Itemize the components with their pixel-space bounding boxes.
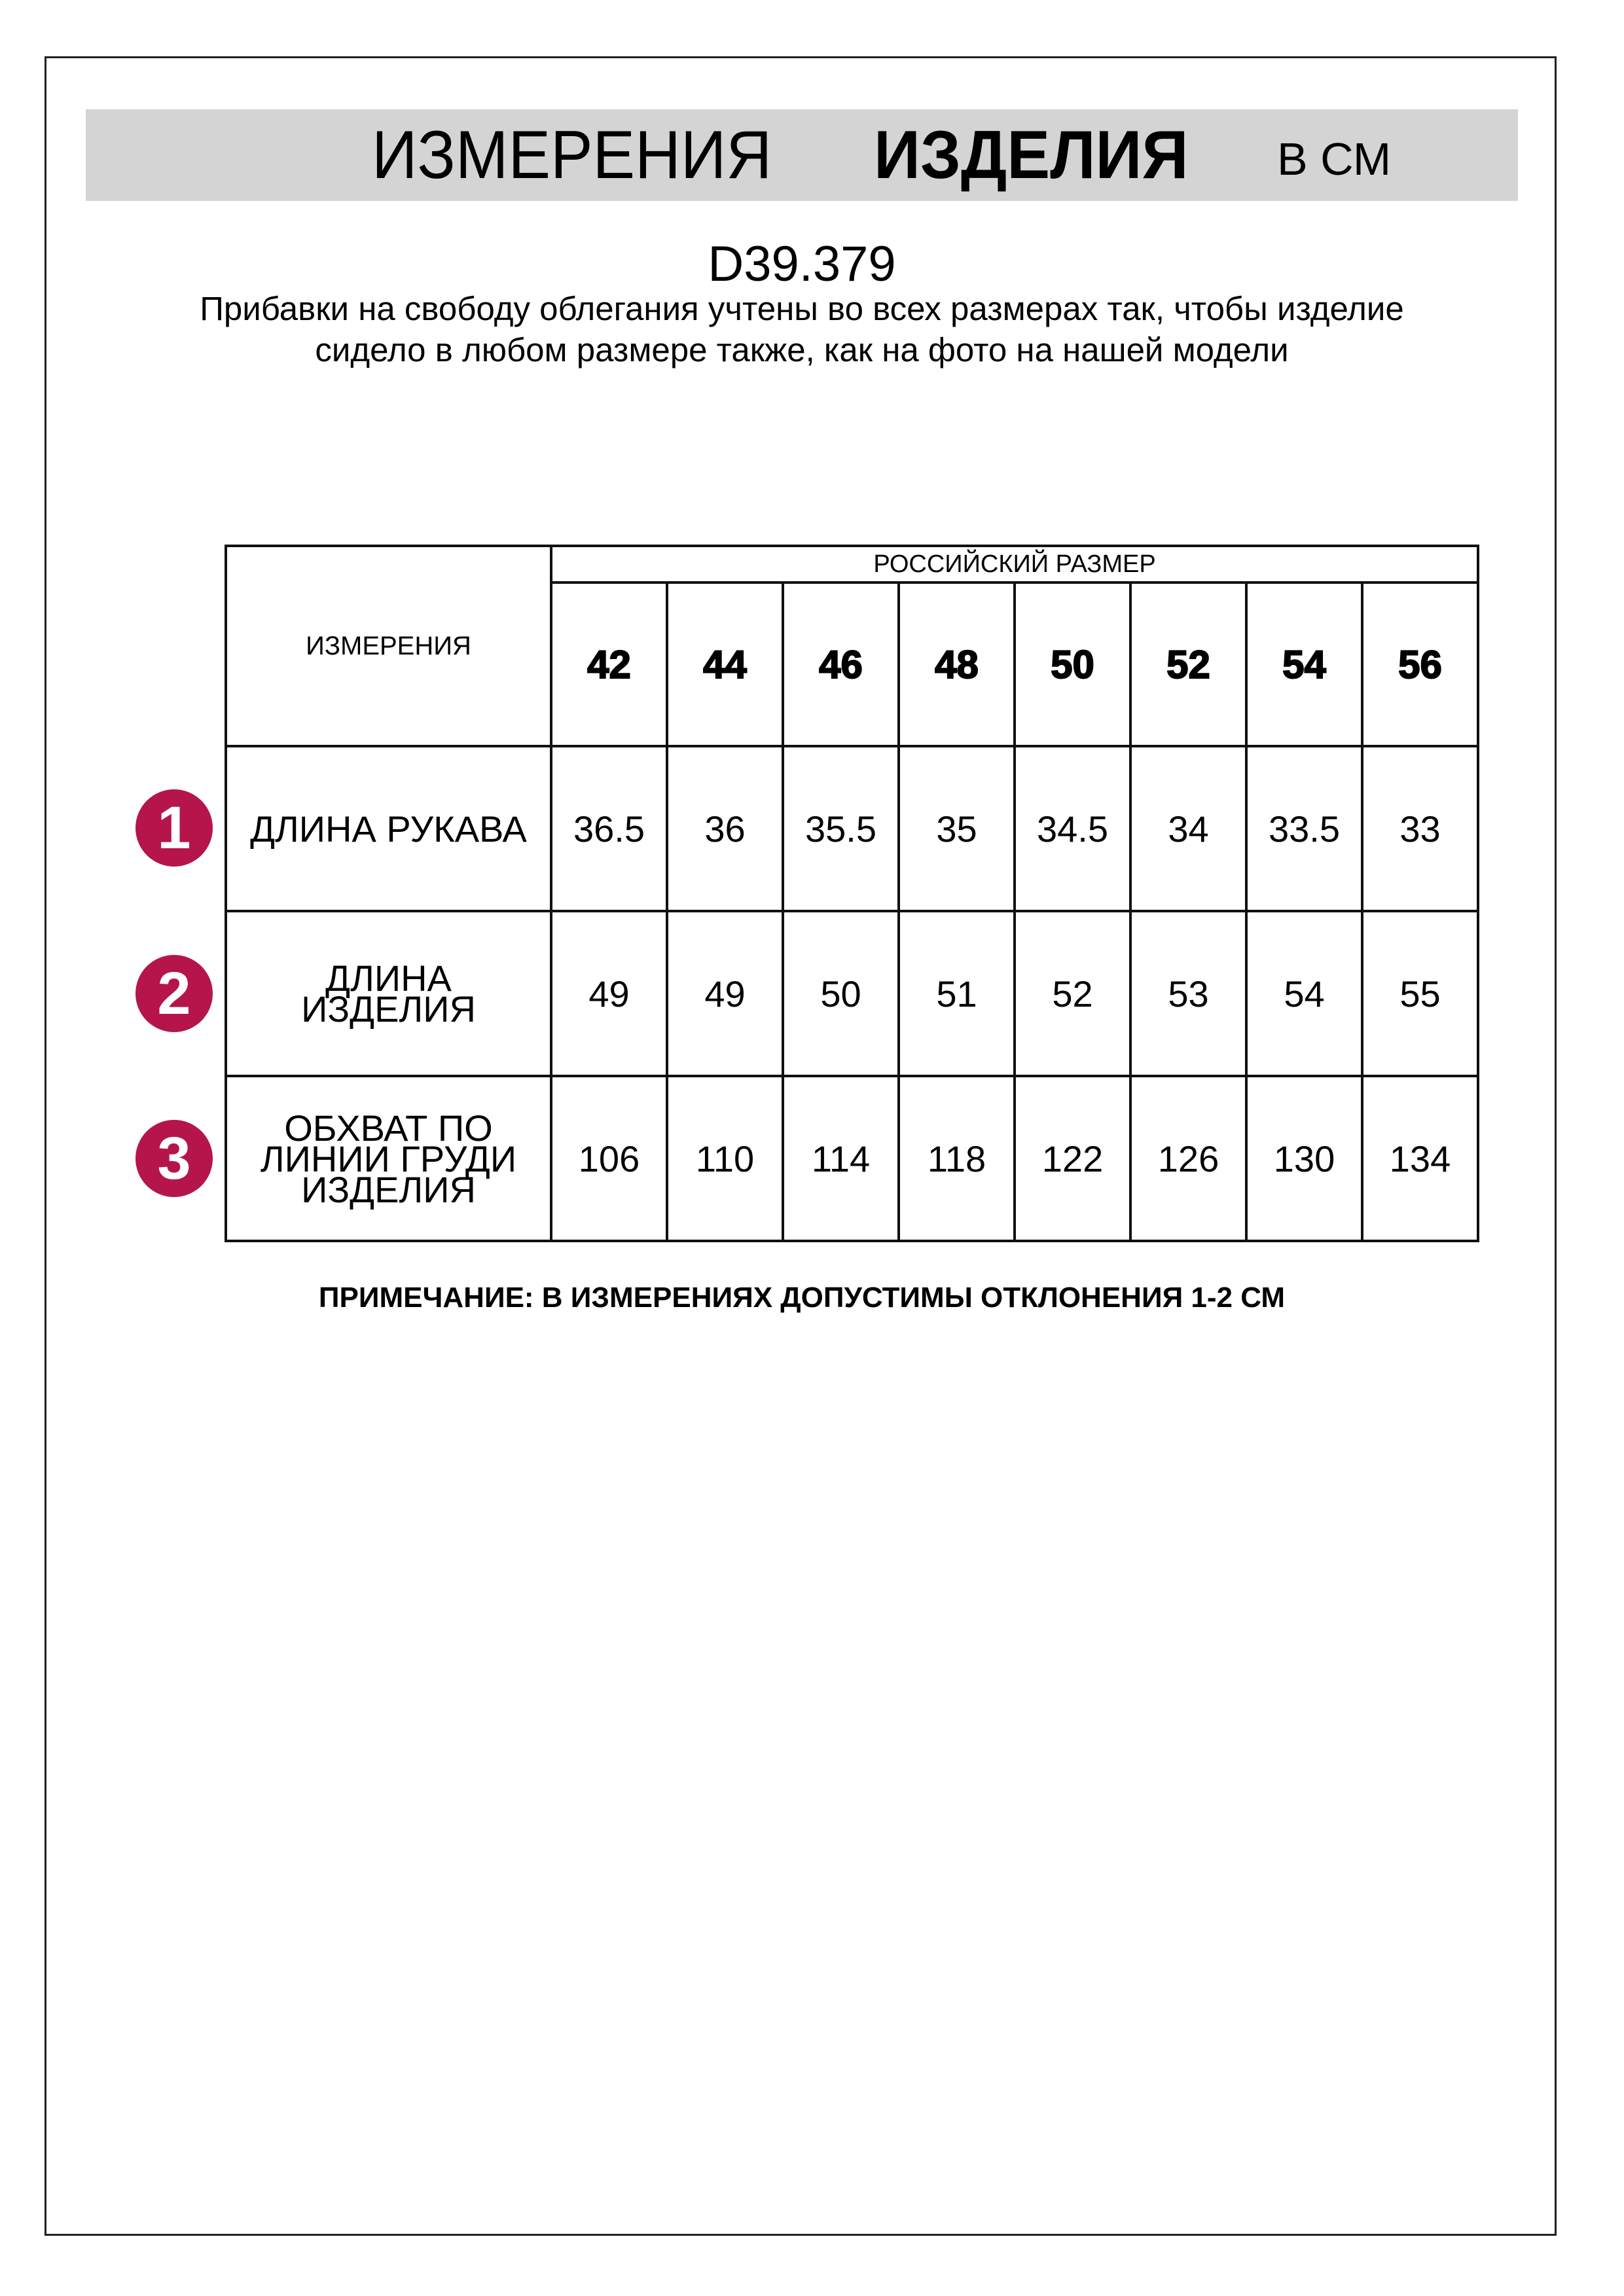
row-label: ДЛИНА РУКАВА (226, 746, 551, 911)
table-row (226, 746, 1478, 911)
size-header: 44 (667, 583, 783, 746)
cell: 50 (783, 911, 899, 1076)
size-header: 54 (1246, 583, 1362, 746)
cell: 33 (1362, 746, 1478, 911)
cell: 55 (1362, 911, 1478, 1076)
title-unit: В СМ (1277, 134, 1392, 185)
cell: 53 (1130, 911, 1246, 1076)
table-row (226, 911, 1478, 1076)
cell: 130 (1246, 1076, 1362, 1241)
cell: 49 (551, 911, 667, 1076)
cell: 52 (1015, 911, 1130, 1076)
size-header: 42 (551, 583, 667, 746)
cell: 49 (667, 911, 783, 1076)
row-label: ДЛИНА ИЗДЕЛИЯ (226, 911, 551, 1076)
table-row (226, 1076, 1478, 1241)
cell: 51 (899, 911, 1015, 1076)
product-code: D39.379 (708, 236, 896, 292)
title-regular: ИЗМЕРЕНИЯ (372, 117, 772, 193)
cell: 33.5 (1246, 746, 1362, 911)
size-header: 46 (783, 583, 899, 746)
cell: 34.5 (1015, 746, 1130, 911)
cell: 114 (783, 1076, 899, 1241)
cell: 54 (1246, 911, 1362, 1076)
cell: 35.5 (783, 746, 899, 911)
cell: 36.5 (551, 746, 667, 911)
size-header: 48 (899, 583, 1015, 746)
cell: 134 (1362, 1076, 1478, 1241)
size-table (225, 545, 1479, 1242)
cell: 126 (1130, 1076, 1246, 1241)
cell: 106 (551, 1076, 667, 1241)
marker-2-badge: 2 (135, 955, 213, 1032)
cell: 34 (1130, 746, 1246, 911)
marker-3-badge: 3 (135, 1120, 213, 1197)
corner-label: ИЗМЕРЕНИЯ (226, 546, 551, 746)
note: ПРИМЕЧАНИЕ: В ИЗМЕРЕНИЯХ ДОПУСТИМЫ ОТКЛОНЕНИЯ 1-2 СМ (318, 1282, 1286, 1314)
description: Прибавки на свободу облегания учтены во всех размерах так, чтобы изделие сидело в любом размере также, как на фото на нашей модели (200, 290, 1404, 368)
table-header-row (226, 546, 1478, 583)
cell: 110 (667, 1076, 783, 1241)
size-header: 52 (1130, 583, 1246, 746)
cell: 35 (899, 746, 1015, 911)
cell: 122 (1015, 1076, 1130, 1241)
row-label: ОБХВАТ ПО ЛИНИИ ГРУДИ ИЗДЕЛИЯ (226, 1076, 551, 1241)
title-bold: ИЗДЕЛИЯ (874, 117, 1189, 193)
size-header: 56 (1362, 583, 1478, 746)
marker-1-badge: 1 (135, 789, 213, 867)
cell: 36 (667, 746, 783, 911)
cell: 118 (899, 1076, 1015, 1241)
group-header: РОССИЙСКИЙ РАЗМЕР (551, 546, 1478, 583)
size-header: 50 (1015, 583, 1130, 746)
